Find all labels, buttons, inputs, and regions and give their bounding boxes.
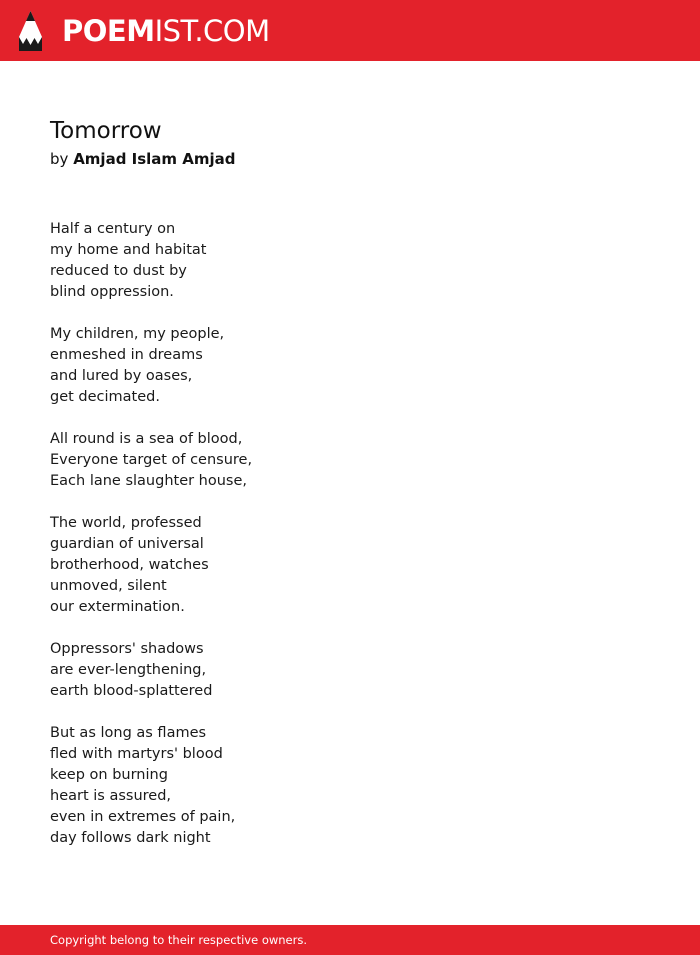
poem-line: The world, professed <box>50 515 202 531</box>
copyright-text: Copyright belong to their respective owners. <box>50 933 308 947</box>
poem-line: reduced to dust by <box>50 263 187 279</box>
poem-author: Amjad Islam Amjad <box>73 150 236 168</box>
poem-line: day follows dark night <box>50 830 211 846</box>
logo-bold-text: POEM <box>62 14 155 48</box>
poem-line: keep on burning <box>50 767 168 783</box>
poem-line: even in extremes of pain, <box>50 809 236 825</box>
poem-line: fled with martyrs' blood <box>50 746 223 762</box>
site-logo[interactable] <box>62 13 270 49</box>
poem-line: My children, my people, <box>50 326 225 342</box>
poem-line: enmeshed in dreams <box>50 347 203 363</box>
poem-stanza <box>50 219 450 303</box>
poem-byline <box>50 148 236 170</box>
poem-line: my home and habitat <box>50 242 207 258</box>
poem-line: Half a century on <box>50 221 176 237</box>
poem-line: Everyone target of censure, <box>50 452 253 468</box>
poem-line: guardian of universal <box>50 536 204 552</box>
poem-line: Each lane slaughter house, <box>50 473 248 489</box>
poem-stanza <box>50 639 450 702</box>
poem-line: All round is a sea of blood, <box>50 431 243 447</box>
poem-line: and lured by oases, <box>50 368 193 384</box>
poem-line: heart is assured, <box>50 788 172 804</box>
poem-line: blind oppression. <box>50 284 174 300</box>
poem-stanza <box>50 513 450 618</box>
poem-line: our extermination. <box>50 599 185 615</box>
poem-stanza <box>50 429 450 492</box>
poem-line: Oppressors' shadows <box>50 641 204 657</box>
site-header <box>0 0 700 61</box>
poem-line: brotherhood, watches <box>50 557 209 573</box>
poem-line: unmoved, silent <box>50 578 167 594</box>
poem-line: But as long as flames <box>50 725 207 741</box>
poem-line: earth blood-splattered <box>50 683 213 699</box>
pencil-tip-icon[interactable] <box>18 11 43 51</box>
poem-title: Tomorrow <box>50 118 162 144</box>
poem-stanza <box>50 723 450 849</box>
poem-body <box>50 219 450 870</box>
poem-stanza <box>50 324 450 408</box>
poem-line: are ever-lengthening, <box>50 662 207 678</box>
byline-prefix: by <box>50 150 69 168</box>
poem-line: get decimated. <box>50 389 160 405</box>
site-footer <box>0 925 700 955</box>
logo-light-text: IST.COM <box>154 14 270 48</box>
